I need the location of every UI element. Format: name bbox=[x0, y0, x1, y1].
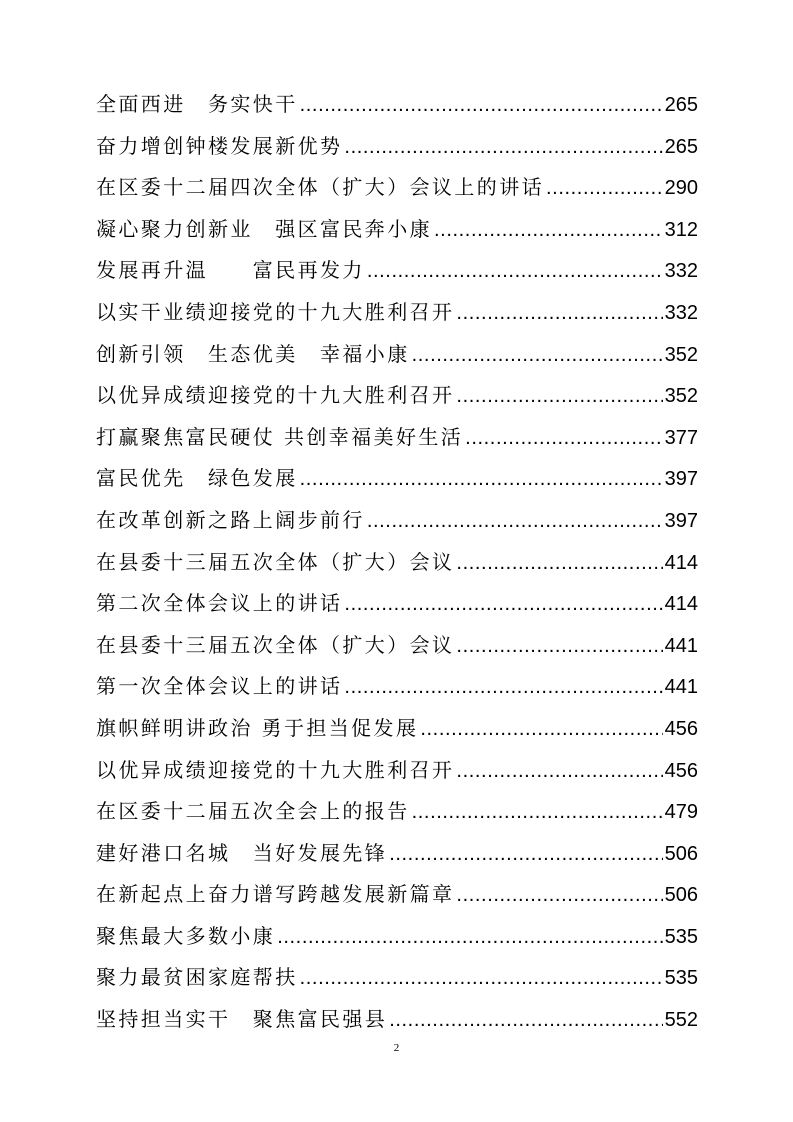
toc-entry-page: 312 bbox=[664, 218, 698, 241]
toc-entry-page: 352 bbox=[664, 343, 698, 366]
toc-entry-title: 第一次全体会议上的讲话 bbox=[96, 674, 343, 699]
toc-entry[interactable] bbox=[96, 999, 698, 1041]
toc-entry[interactable] bbox=[96, 458, 698, 500]
toc-entry[interactable] bbox=[96, 250, 698, 292]
toc-entry-page: 441 bbox=[664, 634, 698, 657]
toc-dot-leader bbox=[456, 751, 662, 793]
toc-dot-leader bbox=[456, 543, 662, 585]
toc-entry-page: 552 bbox=[664, 1009, 698, 1032]
toc-entry-page: 441 bbox=[664, 676, 698, 699]
toc-entry-page: 290 bbox=[664, 177, 698, 200]
toc-entry[interactable] bbox=[96, 209, 698, 251]
toc-entry[interactable] bbox=[96, 500, 698, 542]
toc-entry-title: 建好港口名城 当好发展先锋 bbox=[96, 840, 388, 865]
toc-entry-title: 旗帜鲜明讲政治 勇于担当促发展 bbox=[96, 715, 419, 740]
toc-entry-title: 坚持担当实干 聚焦富民强县 bbox=[96, 1007, 388, 1032]
toc-entry-page: 397 bbox=[664, 509, 698, 532]
toc-entry-title: 在区委十二届五次全会上的报告 bbox=[96, 799, 410, 824]
toc-entry[interactable] bbox=[96, 334, 698, 376]
toc-entry-page: 332 bbox=[664, 260, 698, 283]
toc-entry[interactable] bbox=[96, 874, 698, 916]
toc-entry[interactable] bbox=[96, 750, 698, 792]
toc-entry-title: 凝心聚力创新业 强区富民奔小康 bbox=[96, 216, 432, 241]
toc-dot-leader bbox=[367, 501, 663, 543]
toc-dot-leader bbox=[434, 210, 663, 252]
toc-entry-title: 在县委十三届五次全体（扩大）会议 bbox=[96, 632, 455, 657]
toc-entry[interactable] bbox=[96, 708, 698, 750]
toc-entry-title: 打赢聚焦富民硬仗 共创幸福美好生活 bbox=[96, 424, 464, 449]
toc-entry-title: 以优异成绩迎接党的十九大胜利召开 bbox=[96, 757, 455, 782]
toc-entry[interactable] bbox=[96, 791, 698, 833]
toc-entry-page: 535 bbox=[664, 967, 698, 990]
toc-entry-page: 414 bbox=[664, 593, 698, 616]
toc-entry[interactable] bbox=[96, 417, 698, 459]
toc-dot-leader bbox=[344, 127, 662, 169]
toc-entry-page: 535 bbox=[664, 925, 698, 948]
toc-dot-leader bbox=[412, 335, 663, 377]
toc-entry[interactable] bbox=[96, 84, 698, 126]
toc-entry-title: 在新起点上奋力谱写跨越发展新篇章 bbox=[96, 882, 455, 907]
toc-entry-title: 在改革创新之路上阔步前行 bbox=[96, 507, 365, 532]
toc-entry-title: 在区委十二届四次全体（扩大）会议上的讲话 bbox=[96, 175, 544, 200]
toc-entry-title: 以优异成绩迎接党的十九大胜利召开 bbox=[96, 383, 455, 408]
toc-entry-page: 456 bbox=[664, 717, 698, 740]
toc-dot-leader bbox=[344, 584, 662, 626]
toc-dot-leader bbox=[412, 792, 663, 834]
toc-entry-page: 397 bbox=[664, 468, 698, 491]
toc-dot-leader bbox=[367, 251, 663, 293]
toc-entry[interactable] bbox=[96, 542, 698, 584]
page-number: 2 bbox=[393, 1042, 400, 1054]
toc-dot-leader bbox=[300, 85, 663, 127]
toc-entry-title: 在县委十三届五次全体（扩大）会议 bbox=[96, 549, 455, 574]
toc-entry-page: 265 bbox=[664, 135, 698, 158]
toc-dot-leader bbox=[344, 667, 662, 709]
toc-entry[interactable] bbox=[96, 625, 698, 667]
toc-dot-leader bbox=[389, 1000, 662, 1042]
toc-dot-leader bbox=[546, 168, 663, 210]
toc-entry-page: 479 bbox=[664, 801, 698, 824]
toc-entry-title: 奋力增创钟楼发展新优势 bbox=[96, 133, 343, 158]
toc-entry-page: 506 bbox=[664, 884, 698, 907]
toc-entry-page: 332 bbox=[664, 301, 698, 324]
toc-entry[interactable] bbox=[96, 375, 698, 417]
toc-dot-leader bbox=[456, 626, 662, 668]
toc-dot-leader bbox=[456, 875, 662, 917]
toc-entry-title: 富民优先 绿色发展 bbox=[96, 466, 298, 491]
toc-entry-page: 456 bbox=[664, 759, 698, 782]
toc-entry-title: 全面西进 务实快干 bbox=[96, 92, 298, 116]
toc-entry[interactable] bbox=[96, 666, 698, 708]
toc-dot-leader bbox=[389, 834, 662, 876]
toc-entry-title: 聚力最贫困家庭帮扶 bbox=[96, 965, 298, 990]
toc-entry[interactable] bbox=[96, 957, 698, 999]
toc-entry-page: 506 bbox=[664, 842, 698, 865]
toc-entry[interactable] bbox=[96, 292, 698, 334]
toc-entry[interactable] bbox=[96, 833, 698, 875]
table-of-contents bbox=[96, 84, 698, 1041]
toc-dot-leader bbox=[456, 376, 662, 418]
toc-entry-page: 265 bbox=[664, 94, 698, 116]
toc-entry[interactable] bbox=[96, 583, 698, 625]
toc-entry-page: 352 bbox=[664, 385, 698, 408]
toc-entry-title: 聚焦最大多数小康 bbox=[96, 923, 276, 948]
toc-dot-leader bbox=[420, 709, 662, 751]
toc-dot-leader bbox=[465, 418, 662, 460]
toc-entry-page: 414 bbox=[664, 551, 698, 574]
toc-entry-title: 发展再升温 富民再发力 bbox=[96, 258, 365, 283]
toc-dot-leader bbox=[456, 293, 662, 335]
toc-entry[interactable] bbox=[96, 916, 698, 958]
toc-entry[interactable] bbox=[96, 126, 698, 168]
toc-dot-leader bbox=[300, 958, 663, 1000]
toc-entry-title: 第二次全体会议上的讲话 bbox=[96, 591, 343, 616]
toc-entry-title: 创新引领 生态优美 幸福小康 bbox=[96, 341, 410, 366]
toc-entry[interactable] bbox=[96, 167, 698, 209]
toc-dot-leader bbox=[277, 917, 662, 959]
toc-entry-title: 以实干业绩迎接党的十九大胜利召开 bbox=[96, 299, 455, 324]
toc-dot-leader bbox=[300, 459, 663, 501]
toc-entry-page: 377 bbox=[664, 426, 698, 449]
